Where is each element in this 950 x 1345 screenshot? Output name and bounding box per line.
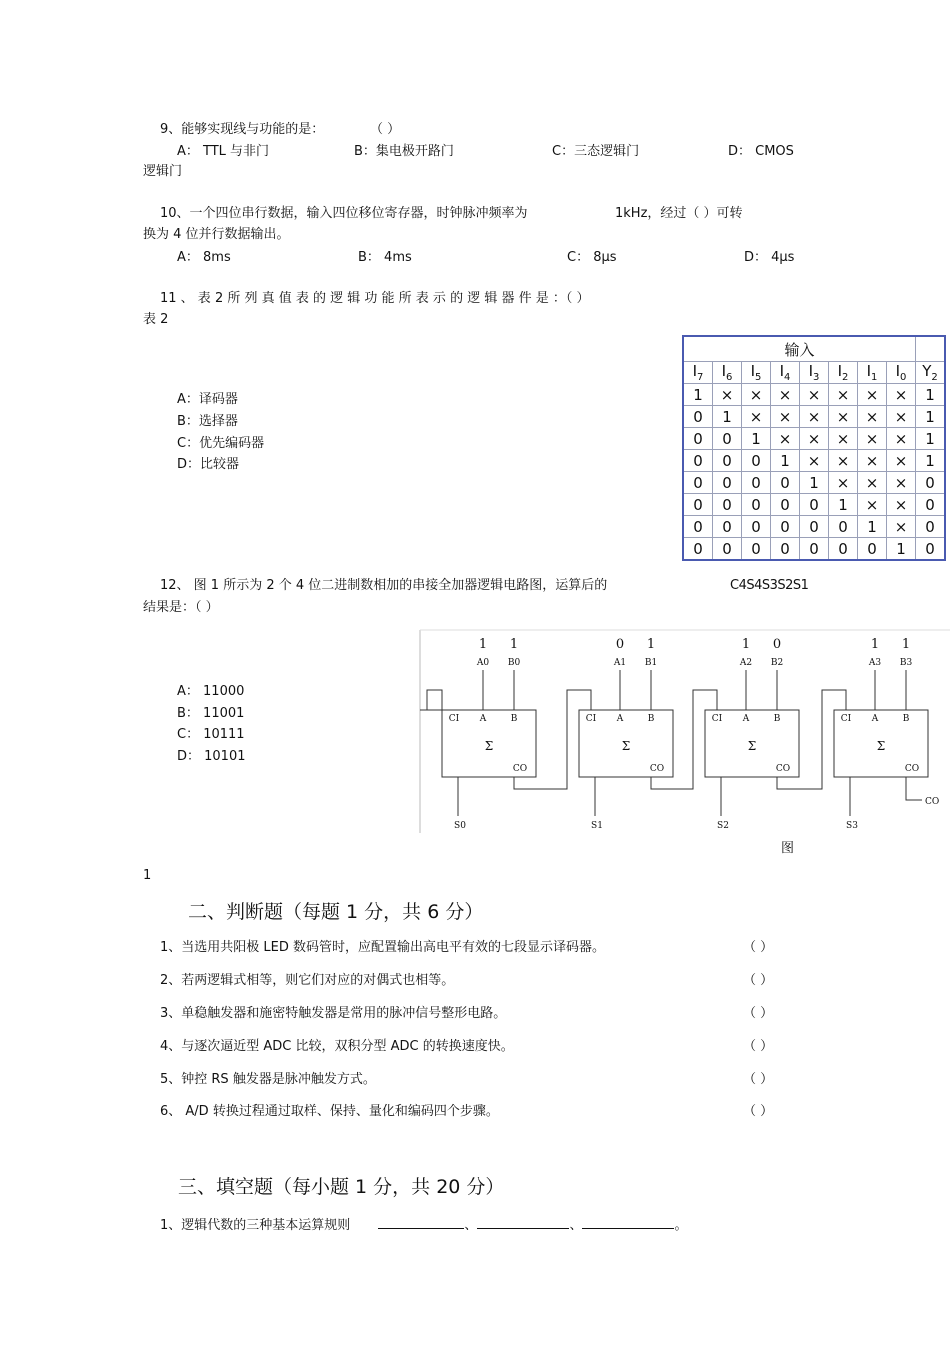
truth-table-cell: 1 (916, 428, 946, 450)
truth-table-cell: 0 (916, 538, 946, 561)
truth-table-cell: × (858, 472, 887, 494)
pin-ci-label: CI (711, 714, 723, 724)
truth-table-cell: × (887, 516, 916, 538)
truth-table-col-header (742, 362, 771, 384)
fill-separator-1: 、 (464, 1218, 478, 1233)
pin-b-label: B (902, 714, 910, 724)
sigma-symbol: Σ (747, 739, 757, 753)
input-label-a: A3 (868, 658, 882, 668)
truth-table-cell: × (887, 406, 916, 428)
truth-table-cell: × (771, 406, 800, 428)
judge-paren-4: （ ） (743, 1039, 774, 1054)
truth-table-cell: 1 (771, 450, 800, 472)
truth-table-cell: 0 (916, 494, 946, 516)
truth-table-col-header (916, 362, 946, 384)
q10-line1-end: 1kHz，经过（ ）可转 (615, 206, 743, 221)
truth-table-cell: 1 (916, 384, 946, 406)
col-header-sub: 1 (871, 372, 878, 383)
q9-stem: 9、能够实现线与功能的是： (160, 122, 325, 137)
col-header-base: I (808, 362, 814, 380)
truth-table-cell: × (858, 406, 887, 428)
truth-table-cell: 0 (683, 406, 713, 428)
fill-separator-2: 、 (569, 1218, 583, 1233)
truth-table-cell: × (887, 384, 916, 406)
pin-a-label: A (742, 714, 750, 724)
fill-item-1-text: 1、逻辑代数的三种基本运算规则 (160, 1218, 351, 1233)
truth-table-group-header: 输入 (683, 336, 916, 362)
truth-table-cell: 0 (683, 538, 713, 561)
pin-co-label: CO (649, 764, 665, 774)
truth-table-col-header (829, 362, 858, 384)
input-label-b: B1 (644, 658, 658, 668)
q10-option-d: D： 4μs (744, 250, 795, 265)
truth-table-cell: × (887, 494, 916, 516)
fill-blank-2[interactable] (477, 1216, 569, 1229)
truth-table-col-header (683, 362, 713, 384)
truth-table-cell: × (829, 472, 858, 494)
q12-option-a: A： 11000 (177, 684, 245, 699)
truth-table-cell: 0 (742, 516, 771, 538)
truth-table-row (683, 384, 945, 406)
judge-item-6: 6、 A/D 转换过程通过取样、保持、量化和编码四个步骤。 (160, 1104, 499, 1119)
truth-table-cell: 1 (916, 406, 946, 428)
truth-table-cell: × (858, 450, 887, 472)
truth-table-cell: × (829, 406, 858, 428)
truth-table-cell: 0 (742, 472, 771, 494)
judge-paren-1: （ ） (743, 940, 774, 955)
input-bit-a: 0 (615, 637, 625, 652)
truth-table-cell: 1 (742, 428, 771, 450)
truth-table-cell: 1 (800, 472, 829, 494)
judge-paren-2: （ ） (743, 973, 774, 988)
sum-output-label: S0 (454, 821, 466, 831)
section3-title: 三、填空题（每小题 1 分，共 20 分） (178, 1176, 505, 1198)
sigma-symbol: Σ (484, 739, 494, 753)
truth-table-cell: × (742, 406, 771, 428)
fill-blank-1[interactable] (378, 1216, 464, 1229)
truth-table-cell: 0 (829, 516, 858, 538)
judge-paren-5: （ ） (743, 1072, 774, 1087)
fill-blank-3[interactable] (582, 1216, 674, 1229)
truth-table-col-header (713, 362, 742, 384)
sum-output-label: S3 (846, 821, 858, 831)
sum-output-label: S1 (591, 821, 603, 831)
pin-a-label: A (616, 714, 624, 724)
input-label-b: B3 (899, 658, 913, 668)
truth-table-cell: × (800, 428, 829, 450)
truth-table-row (683, 450, 945, 472)
col-header-base: Y (922, 362, 932, 380)
input-label-a: A1 (613, 658, 627, 668)
col-header-base: I (895, 362, 901, 380)
q12-line2: 结果是：（ ） (143, 600, 219, 615)
truth-table-row (683, 538, 945, 561)
q9-option-d: D： CMOS (728, 144, 794, 159)
truth-table-cell: 0 (713, 538, 742, 561)
truth-table-col-header (858, 362, 887, 384)
q9-option-c: C：三态逻辑门 (552, 144, 640, 159)
truth-table-cell: 1 (916, 450, 946, 472)
input-bit-a: 1 (741, 637, 751, 652)
q12-option-b: B： 11001 (177, 706, 245, 721)
truth-table-cell: × (887, 428, 916, 450)
pin-ci-label: CI (585, 714, 597, 724)
truth-table-cell: 1 (683, 384, 713, 406)
col-header-sub: 2 (931, 372, 938, 383)
truth-table-cell: × (887, 450, 916, 472)
col-header-sub: 7 (697, 372, 704, 383)
col-header-base: I (750, 362, 756, 380)
input-label-b: B2 (770, 658, 784, 668)
truth-table-cell: 0 (683, 428, 713, 450)
truth-table-cell: 0 (829, 538, 858, 561)
judge-item-1: 1、当选用共阳极 LED 数码管时，应配置输出高电平有效的七段显示译码器。 (160, 940, 606, 955)
sigma-symbol: Σ (876, 739, 886, 753)
truth-table-col-header (887, 362, 916, 384)
truth-table-cell: 0 (713, 450, 742, 472)
input-label-b: B0 (507, 658, 521, 668)
truth-table-cell: × (800, 384, 829, 406)
truth-table-output-group-header (916, 336, 946, 362)
judge-paren-6: （ ） (743, 1104, 774, 1119)
q12-option-c: C： 10111 (177, 727, 245, 742)
q10-option-a: A： 8ms (177, 250, 231, 265)
figure-caption: 图 (781, 841, 795, 856)
truth-table-cell: × (887, 472, 916, 494)
col-header-base: I (779, 362, 785, 380)
q11-option-b: B：选择器 (177, 414, 238, 429)
q12-line1: 12、 图 1 所示为 2 个 4 位二进制数相加的串接全加器逻辑电路图，运算后的 (160, 578, 608, 593)
truth-table-row (683, 516, 945, 538)
truth-table-cell: 0 (742, 450, 771, 472)
q9-option-a: A： TTL 与非门 (177, 144, 270, 159)
q11-option-d: D：比较器 (177, 457, 240, 472)
input-label-a: A0 (476, 658, 490, 668)
q9-option-b: B：集电极开路门 (354, 144, 454, 159)
q11-option-a: A：译码器 (177, 392, 238, 407)
truth-table-cell: 0 (916, 472, 946, 494)
truth-table-row (683, 494, 945, 516)
judge-item-5: 5、钟控 RS 触发器是脉冲触发方式。 (160, 1072, 376, 1087)
truth-table-cell: 0 (800, 494, 829, 516)
input-bit-a: 1 (870, 637, 880, 652)
input-bit-b: 1 (901, 637, 911, 652)
truth-table-cell: × (829, 384, 858, 406)
truth-table-cell: 0 (916, 516, 946, 538)
truth-table-cell: × (800, 406, 829, 428)
col-header-base: I (837, 362, 843, 380)
truth-table-cell: 0 (713, 428, 742, 450)
pin-ci-label: CI (448, 714, 460, 724)
pin-a-label: A (479, 714, 487, 724)
truth-table-cell: × (771, 384, 800, 406)
q10-option-c: C： 8μs (567, 250, 617, 265)
pin-a-label: A (871, 714, 879, 724)
full-adder-chain-diagram (418, 628, 950, 833)
truth-table-cell: 0 (683, 450, 713, 472)
truth-table-cell: × (800, 450, 829, 472)
col-header-sub: 3 (813, 372, 820, 383)
col-header-sub: 0 (900, 372, 907, 383)
q9-answer-paren: （ ） (370, 122, 401, 137)
q12-result-label: C4S4S3S2S1 (730, 578, 809, 593)
truth-table-cell: × (742, 384, 771, 406)
truth-table (682, 335, 946, 561)
q10-line1: 10、一个四位串行数据，输入四位移位寄存器，时钟脉冲频率为 (160, 206, 528, 221)
sum-output-label: S2 (717, 821, 729, 831)
col-header-sub: 2 (842, 372, 849, 383)
truth-table-row (683, 406, 945, 428)
q10-line2: 换为 4 位并行数据输出。 (143, 227, 290, 242)
sigma-symbol: Σ (621, 739, 631, 753)
pin-co-label: CO (904, 764, 920, 774)
truth-table-cell: 1 (713, 406, 742, 428)
pin-co-label: CO (775, 764, 791, 774)
pin-co-label: CO (512, 764, 528, 774)
truth-table-cell: 0 (742, 494, 771, 516)
truth-table-cell: 0 (771, 472, 800, 494)
judge-item-3: 3、单稳触发器和施密特触发器是常用的脉冲信号整形电路。 (160, 1006, 507, 1021)
input-label-a: A2 (739, 658, 753, 668)
q12-option-d: D： 10101 (177, 749, 246, 764)
q11-table-label: 表 2 (143, 312, 169, 327)
judge-item-4: 4、与逐次逼近型 ADC 比较，双积分型 ADC 的转换速度快。 (160, 1039, 514, 1054)
section2-title: 二、判断题（每题 1 分，共 6 分） (188, 901, 484, 923)
truth-table-cell: 0 (771, 494, 800, 516)
truth-table-cell: 0 (713, 472, 742, 494)
pin-b-label: B (647, 714, 655, 724)
col-header-sub: 5 (755, 372, 762, 383)
truth-table-cell: × (713, 384, 742, 406)
q10-option-b: B： 4ms (358, 250, 412, 265)
judge-item-2: 2、若两逻辑式相等，则它们对应的对偶式也相等。 (160, 973, 455, 988)
truth-table-cell: 0 (771, 516, 800, 538)
truth-table-col-header (771, 362, 800, 384)
input-bit-b: 1 (509, 637, 519, 652)
fill-item-1 (160, 1216, 687, 1234)
truth-table-cell: 0 (800, 516, 829, 538)
carry-out-label: CO (925, 797, 940, 807)
pin-ci-label: CI (840, 714, 852, 724)
truth-table-cell: 0 (683, 516, 713, 538)
input-bit-b: 0 (772, 637, 782, 652)
truth-table-cell: × (858, 428, 887, 450)
truth-table-cell: 1 (858, 516, 887, 538)
truth-table-cell: 0 (683, 494, 713, 516)
truth-table-row (683, 428, 945, 450)
input-bit-b: 1 (646, 637, 656, 652)
truth-table-cell: × (771, 428, 800, 450)
col-header-base: I (721, 362, 727, 380)
col-header-sub: 4 (784, 372, 791, 383)
truth-table-cell: 0 (742, 538, 771, 561)
truth-table-row (683, 472, 945, 494)
truth-table-cell: 1 (887, 538, 916, 561)
truth-table-cell: 1 (829, 494, 858, 516)
q11-stem: 11 、 表 2 所 列 真 值 表 的 逻 辑 功 能 所 表 示 的 逻 辑 器 件 是 ：（ ） (160, 291, 590, 306)
truth-table-cell: × (858, 384, 887, 406)
truth-table-cell: × (858, 494, 887, 516)
input-bit-a: 1 (478, 637, 488, 652)
truth-table-cell: × (829, 428, 858, 450)
col-header-base: I (866, 362, 872, 380)
figure-number: 1 (143, 868, 152, 883)
truth-table-cell: 0 (771, 538, 800, 561)
truth-table-cell: 0 (683, 472, 713, 494)
fill-end-mark: 。 (674, 1218, 688, 1233)
truth-table-cell: 0 (800, 538, 829, 561)
pin-b-label: B (773, 714, 781, 724)
q11-option-c: C：优先编码器 (177, 436, 265, 451)
judge-paren-3: （ ） (743, 1006, 774, 1021)
truth-table-cell: 0 (858, 538, 887, 561)
col-header-sub: 6 (726, 372, 733, 383)
pin-b-label: B (510, 714, 518, 724)
truth-table-col-header (800, 362, 829, 384)
truth-table-cell: 0 (713, 516, 742, 538)
q9-option-d-wrap: 逻辑门 (143, 164, 183, 179)
truth-table-cell: 0 (713, 494, 742, 516)
col-header-base: I (692, 362, 698, 380)
truth-table-cell: × (829, 450, 858, 472)
